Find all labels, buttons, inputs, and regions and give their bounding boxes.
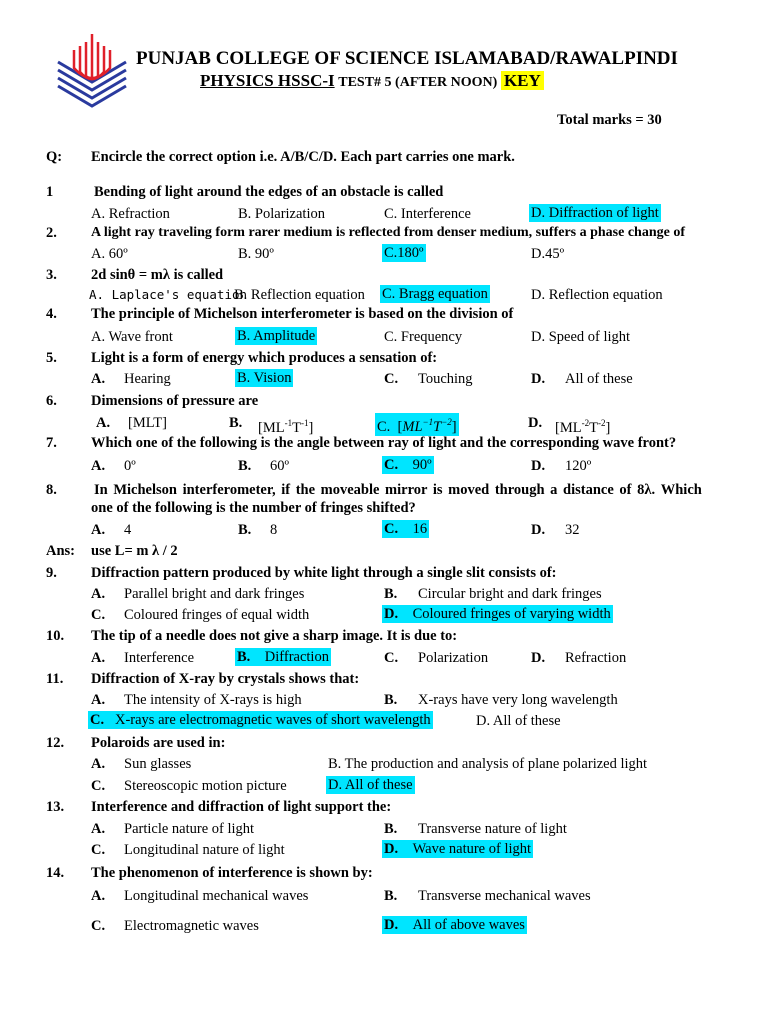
instruction-label: Q: bbox=[46, 149, 63, 165]
option-c[interactable]: Stereoscopic motion picture bbox=[124, 778, 287, 794]
option-c[interactable]: Polarization bbox=[418, 650, 489, 666]
option-a[interactable]: 4 bbox=[124, 522, 132, 538]
question-number: 9. bbox=[46, 565, 57, 581]
question-number: 6. bbox=[46, 393, 57, 409]
option-b[interactable]: B. Reflection equation bbox=[234, 287, 365, 303]
option-c[interactable]: Longitudinal nature of light bbox=[124, 842, 285, 858]
option-c[interactable]: Touching bbox=[418, 371, 473, 387]
option-d-label: D. bbox=[384, 606, 399, 622]
option-b[interactable]: 60º bbox=[270, 458, 289, 474]
option-b[interactable]: $[ML^{-1}T^{-1}]$ bbox=[258, 418, 314, 436]
option-d[interactable]: 32 bbox=[565, 522, 580, 538]
option-b[interactable]: 8 bbox=[270, 522, 278, 538]
option-b-answer[interactable]: B. Vision bbox=[237, 370, 292, 386]
question-text-continued: one of the following is the number of fringes shifted? bbox=[91, 500, 416, 516]
option-b-answer[interactable]: B. Amplitude bbox=[237, 328, 316, 344]
option-d-label: D. bbox=[531, 650, 546, 666]
question-text: Diffraction pattern produced by white light through a single slit consists of: bbox=[91, 565, 557, 581]
option-d-answer[interactable]: D. Diffraction of light bbox=[531, 205, 659, 221]
option-b-label: B. bbox=[384, 586, 398, 602]
question-number: 5. bbox=[46, 350, 57, 366]
option-a[interactable]: The intensity of X-rays is high bbox=[124, 692, 302, 708]
option-c-label: C. bbox=[384, 650, 399, 666]
option-a-label: A. bbox=[91, 458, 106, 474]
option-b[interactable]: Circular bright and dark fringes bbox=[418, 586, 602, 602]
option-c-label: C. bbox=[384, 371, 399, 387]
option-b-label: B. bbox=[384, 821, 398, 837]
option-b-label: B. bbox=[238, 458, 252, 474]
option-b[interactable]: B. 90º bbox=[238, 246, 274, 262]
option-d-label: D. bbox=[531, 458, 546, 474]
option-c-answer[interactable]: C.180º bbox=[384, 245, 424, 261]
question-text: Bending of light around the edges of an obstacle is called bbox=[94, 184, 444, 200]
option-d[interactable]: D. Reflection equation bbox=[531, 287, 663, 303]
option-d[interactable]: All of these bbox=[565, 371, 633, 387]
option-a-label: A. bbox=[91, 821, 106, 837]
question-number: 8. bbox=[46, 482, 57, 498]
option-b-text: Diffraction bbox=[264, 649, 329, 665]
test-heading bbox=[200, 72, 544, 92]
question-text: The principle of Michelson interferometer is based on the division of bbox=[91, 306, 514, 322]
option-a[interactable]: Particle nature of light bbox=[124, 821, 255, 837]
option-d-answer[interactable]: D. All of these bbox=[328, 777, 413, 793]
option-c-answer[interactable] bbox=[88, 711, 433, 729]
option-a[interactable]: Interference bbox=[124, 650, 195, 666]
question-text: In Michelson interferometer, if the moveable mirror is moved through a distance of 8λ. Which bbox=[94, 482, 702, 498]
option-d-label: D. bbox=[531, 371, 546, 387]
option-d-answer[interactable] bbox=[382, 605, 613, 623]
option-d[interactable]: $[ML^{-2}T^{-2}]$ bbox=[555, 418, 611, 436]
question-number: 4. bbox=[46, 306, 57, 322]
question-text: Light is a form of energy which produces a sensation of: bbox=[91, 350, 438, 366]
option-a[interactable]: [MLT] bbox=[128, 415, 167, 431]
option-a-label: A. bbox=[91, 586, 106, 602]
option-c-text: 16 bbox=[412, 521, 428, 537]
option-c[interactable]: Coloured fringes of equal width bbox=[124, 607, 310, 623]
option-d-text: All of above waves bbox=[412, 917, 525, 933]
option-c-label: C. bbox=[91, 842, 106, 858]
question-number: 10. bbox=[46, 628, 65, 644]
option-b-answer[interactable] bbox=[235, 648, 331, 666]
option-a-label: A. bbox=[91, 756, 106, 772]
question-text: 2d sinθ = mλ is called bbox=[91, 267, 224, 283]
option-a-label: A. bbox=[91, 888, 106, 904]
option-d-label: D. bbox=[531, 522, 546, 538]
question-text: Interference and diffraction of light support the: bbox=[91, 799, 392, 815]
total-marks: Total marks = 30 bbox=[557, 112, 662, 128]
option-d[interactable]: D. All of these bbox=[476, 713, 561, 729]
question-text: Diffraction of X-ray by crystals shows that: bbox=[91, 671, 360, 687]
key-badge: KEY bbox=[501, 71, 544, 90]
question-number: 13. bbox=[46, 799, 65, 815]
option-c-text: 90º bbox=[412, 457, 432, 473]
option-d[interactable]: Refraction bbox=[565, 650, 627, 666]
option-c-text: X-rays are electromagnetic waves of short wavelength bbox=[114, 712, 431, 728]
option-d-answer[interactable] bbox=[382, 916, 527, 934]
option-a[interactable]: Parallel bright and dark fringes bbox=[124, 586, 305, 602]
question-text: Dimensions of pressure are bbox=[91, 393, 259, 409]
option-a[interactable]: A. 60º bbox=[91, 246, 128, 262]
option-b-label: B. bbox=[238, 522, 252, 538]
option-d-text: Coloured fringes of varying width bbox=[412, 606, 611, 622]
question-text: The phenomenon of interference is shown by: bbox=[91, 865, 373, 881]
test-number: TEST# 5 (AFTER NOON) bbox=[338, 75, 498, 90]
question-number: 11. bbox=[46, 671, 64, 687]
question-number: 3. bbox=[46, 267, 57, 283]
question-number: 14. bbox=[46, 865, 65, 881]
option-d-label: D. bbox=[528, 415, 543, 431]
option-a[interactable]: Sun glasses bbox=[124, 756, 192, 772]
option-a[interactable]: Hearing bbox=[124, 371, 171, 387]
subject-title: PHYSICS HSSC-I bbox=[200, 71, 335, 90]
option-b[interactable]: B. Polarization bbox=[238, 206, 325, 222]
answer-hint: use L= m λ / 2 bbox=[91, 543, 178, 559]
option-d-label: D. bbox=[384, 841, 399, 857]
option-d-answer[interactable] bbox=[382, 840, 533, 858]
option-d[interactable]: D. Speed of light bbox=[531, 329, 631, 345]
option-c-answer[interactable] bbox=[382, 456, 434, 474]
instruction-text: Encircle the correct option i.e. A/B/C/D. Each part carries one mark. bbox=[91, 149, 515, 165]
option-b[interactable]: B. The production and analysis of plane polarized light bbox=[328, 756, 648, 772]
option-c-label: C. bbox=[91, 607, 106, 623]
option-c-label: C. bbox=[90, 712, 105, 728]
option-a[interactable]: Longitudinal mechanical waves bbox=[124, 888, 309, 904]
option-a-label: A. bbox=[91, 522, 106, 538]
question-number: 12. bbox=[46, 735, 65, 751]
question-text: The tip of a needle does not give a sharp image. It is due to: bbox=[91, 628, 458, 644]
option-a-label: A. bbox=[91, 650, 106, 666]
option-b[interactable]: Transverse mechanical waves bbox=[418, 888, 591, 904]
option-b-label: B. bbox=[237, 649, 251, 665]
option-c[interactable]: Electromagnetic waves bbox=[124, 918, 259, 934]
option-c-answer[interactable] bbox=[382, 520, 429, 538]
question-number: 1 bbox=[46, 184, 54, 200]
option-d-text: Wave nature of light bbox=[412, 841, 532, 857]
college-name: PUNJAB COLLEGE OF SCIENCE ISLAMABAD/RAWALPINDI bbox=[136, 48, 678, 69]
option-a-label: A. bbox=[91, 371, 106, 387]
option-c-label: C. bbox=[384, 521, 399, 537]
option-d[interactable]: 120º bbox=[565, 458, 592, 474]
option-a-text: A. Laplace's equation bbox=[89, 287, 248, 302]
question-text: Polaroids are used in: bbox=[91, 735, 226, 751]
answer-label: Ans: bbox=[46, 543, 76, 559]
option-c-answer[interactable]: C. Bragg equation bbox=[382, 286, 488, 302]
question-text: A light ray traveling form rarer medium is reflected from denser medium, suffers a phase change of bbox=[91, 225, 686, 240]
option-a-label: A. bbox=[96, 415, 111, 431]
option-c-label: C. bbox=[91, 918, 106, 934]
option-a[interactable]: A. Refraction bbox=[91, 206, 170, 222]
college-logo-icon bbox=[52, 32, 132, 112]
option-c[interactable]: C. Frequency bbox=[384, 329, 463, 345]
option-b-label: B. bbox=[384, 692, 398, 708]
option-a[interactable]: A. Wave front bbox=[91, 329, 173, 345]
option-b-label: B. bbox=[229, 415, 243, 431]
option-b[interactable]: X-rays have very long wavelength bbox=[418, 692, 618, 708]
option-c[interactable]: C. Interference bbox=[384, 206, 471, 222]
option-c-answer[interactable]: C. $[ML^{-1}T^{-2}]$ bbox=[375, 413, 459, 436]
option-d-label: D. bbox=[384, 917, 399, 933]
question-text: Which one of the following is the angle between ray of light and the corresponding wave front? bbox=[91, 435, 677, 451]
option-b[interactable]: Transverse nature of light bbox=[418, 821, 567, 837]
question-number: 7. bbox=[46, 435, 57, 451]
option-c-label: C. bbox=[91, 778, 106, 794]
question-number: 2. bbox=[46, 225, 57, 241]
option-a[interactable] bbox=[89, 286, 247, 304]
option-b-label: B. bbox=[384, 888, 398, 904]
option-d[interactable]: D.45º bbox=[531, 246, 565, 262]
option-a[interactable]: 0º bbox=[124, 458, 136, 474]
option-a-label: A. bbox=[91, 692, 106, 708]
option-c-label: C. bbox=[384, 457, 399, 473]
